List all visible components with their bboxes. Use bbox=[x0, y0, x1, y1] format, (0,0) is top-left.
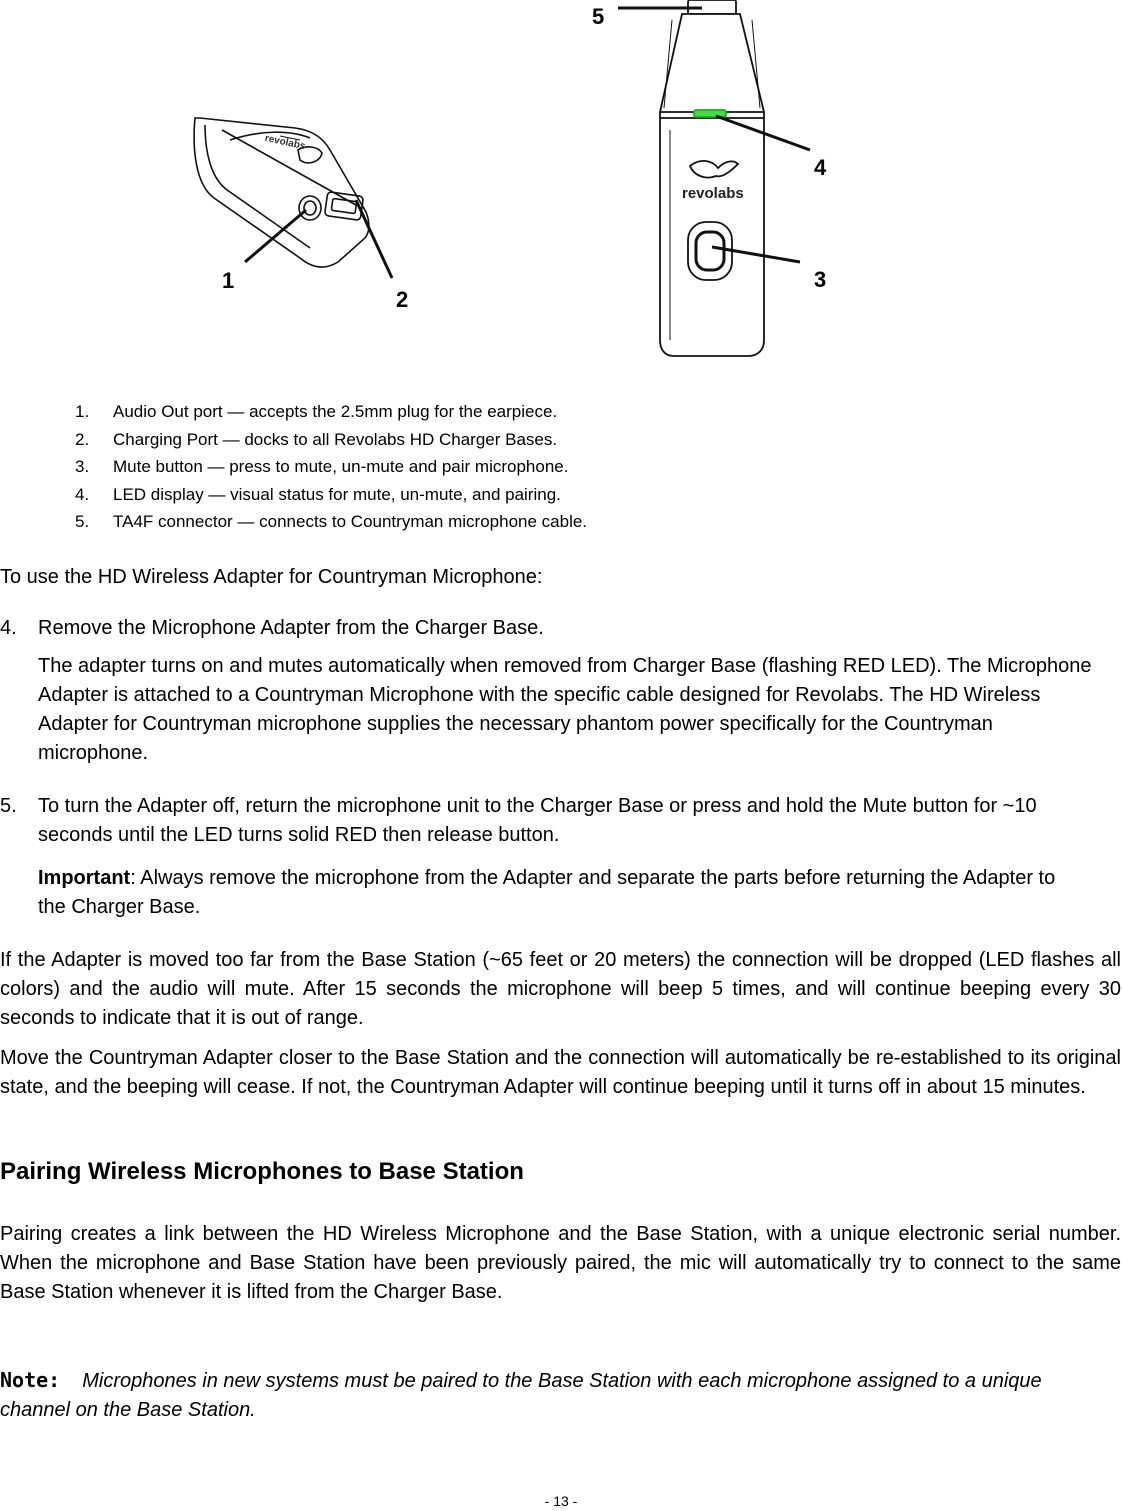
callout-1: 1 bbox=[222, 268, 235, 293]
step-5-number: 5. bbox=[0, 795, 17, 817]
pairing-paragraph: Pairing creates a link between the HD Wireless Microphone and the Base Station, with a unique electronic serial number. When the microphone and Base Station have been previously paired, the mic will automatically try to connect to the same Base Station whenever it is lifted from the Charger Base. bbox=[0, 1223, 1121, 1303]
note-paragraph bbox=[0, 1366, 1080, 1425]
legend-item: 5. TA4F connector — connects to Countryman microphone cable. bbox=[75, 512, 588, 531]
intro-text: To use the HD Wireless Adapter for Countryman Microphone: bbox=[0, 566, 543, 588]
callout-5: 5 bbox=[592, 4, 605, 29]
legend-item: 4. LED display — visual status for mute, un-mute, and pairing. bbox=[75, 484, 561, 504]
adapter-front-logo: revolabs bbox=[682, 185, 744, 202]
step-4-text: Remove the Microphone Adapter from the Charger Base. bbox=[38, 617, 544, 639]
step-4 bbox=[0, 614, 1120, 643]
adapter-figure bbox=[0, 0, 1122, 380]
legend-item: 3. Mute button — press to mute, un-mute and pair microphone. bbox=[75, 457, 569, 476]
adapter-bottom-logo: revolabs bbox=[263, 132, 307, 153]
callout-3: 3 bbox=[814, 267, 827, 292]
callout-2: 2 bbox=[396, 287, 409, 312]
adapter-front-view bbox=[660, 0, 764, 356]
important-label: Important bbox=[38, 867, 131, 889]
important-text: : Always remove the microphone from the Adapter and separate the parts before returning the Adapter to the Charger Base. bbox=[38, 867, 1056, 918]
note-label: Note: bbox=[0, 1368, 61, 1392]
page-number: - 13 - bbox=[544, 1493, 578, 1509]
figure-legend bbox=[75, 398, 975, 536]
callout-4: 4 bbox=[814, 155, 827, 180]
legend-item: 1. Audio Out port — accepts the 2.5mm plug for the earpiece. bbox=[75, 402, 558, 421]
reconnect-paragraph: Move the Countryman Adapter closer to the Base Station and the connection will automatically be re-established to its original state, and the beeping will cease. If not, the Countryman Adapter will continue beeping until it turns off in about 15 minutes. bbox=[0, 1047, 1121, 1098]
important-note bbox=[38, 864, 1078, 922]
step-5-text: To turn the Adapter off, return the microphone unit to the Charger Base or press and hold the Mute button for ~10 seconds until the LED turns solid RED then release button. bbox=[38, 795, 1037, 846]
section-heading: Pairing Wireless Microphones to Base Station bbox=[0, 1158, 524, 1185]
step-4-number: 4. bbox=[0, 617, 17, 639]
legend-item: 2. Charging Port — docks to all Revolabs HD Charger Bases. bbox=[75, 429, 558, 449]
step-5 bbox=[0, 792, 1090, 850]
note-text: Microphones in new systems must be paired to the Base Station with each microphone assigned to a unique channel on the Base Station. bbox=[0, 1370, 1042, 1421]
range-paragraph: If the Adapter is moved too far from the Base Station (~65 feet or 20 meters) the connection will be dropped (LED flashes all colors) and the audio will mute. After 15 seconds the microphone will beep 5 times, and will continue beeping every 30 seconds to indicate that it is out of range. bbox=[0, 949, 1121, 1029]
step-4-detail: The adapter turns on and mutes automatically when removed from Charger Base (flashing RED LED). The Microphone Adapter is attached to a Countryman Microphone with the specific cable designed for Revolabs. The HD Wireless Adapter for Countryman microphone supplies the necessary phantom power specifically for the Countryman microphone. bbox=[38, 655, 1092, 764]
